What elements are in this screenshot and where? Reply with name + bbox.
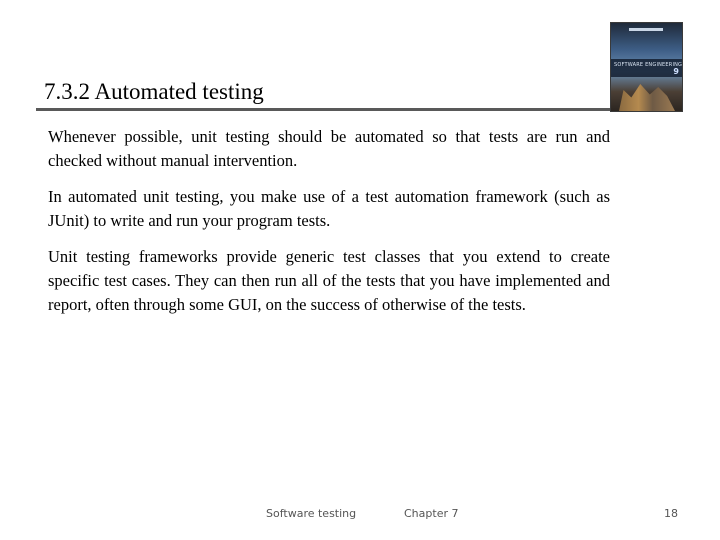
body-paragraph-3: Unit testing frameworks provide generic test classes that you extend to create specific test cases. They can then run all of the tests that you have implemented and report, often through some GUI, on the success of otherwise of the tests. [48,247,610,314]
slide-title: 7.3.2 Automated testing [44,79,264,104]
footer-topic: Software testing [266,507,357,520]
cover-building-illustration [619,81,675,111]
footer-page-number: 18 [664,507,678,520]
book-cover-image [610,22,683,112]
cover-edition-number: 9 [673,67,679,76]
cover-top-band [629,28,663,31]
footer-chapter: Chapter 7 [404,507,459,520]
title-divider [36,108,683,111]
body-paragraph-2: In automated unit testing, you make use of a test automation framework (such as JUnit) to write and run your program tests. [48,187,610,230]
cover-title-text: SOFTWARE ENGINEERING [614,62,683,68]
body-paragraph-1: Whenever possible, unit testing should be automated so that tests are run and checked without manual intervention. [48,127,610,170]
